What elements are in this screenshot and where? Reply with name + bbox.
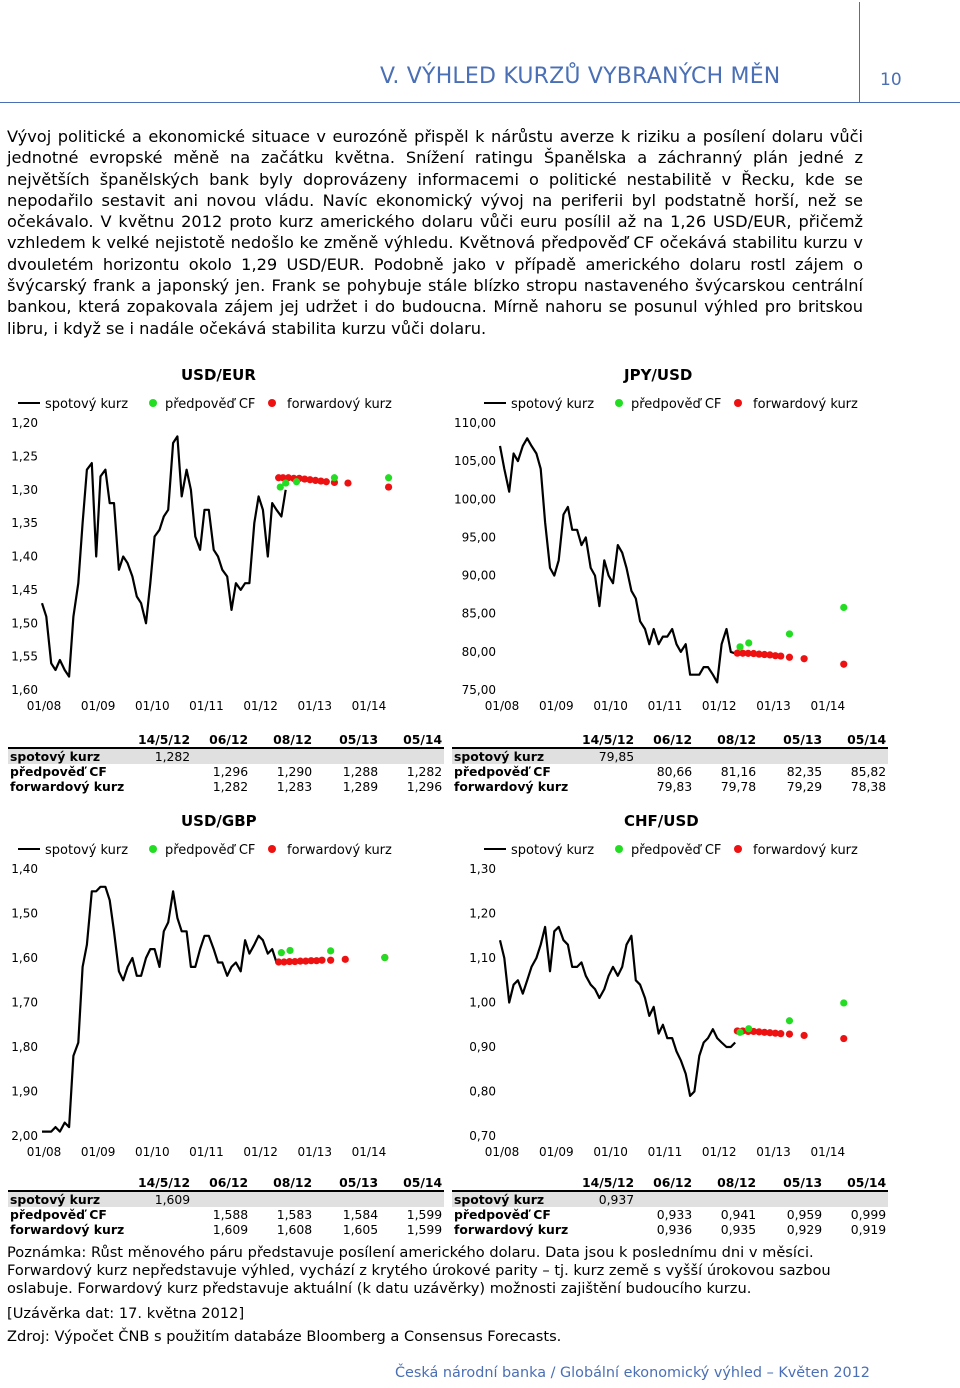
- table-row-label: forwardový kurz: [454, 779, 569, 794]
- table-cell: [694, 748, 758, 764]
- table-cell: [824, 748, 888, 764]
- legend-forecast-label: předpověď CF: [165, 843, 256, 858]
- table-cell: [126, 764, 192, 779]
- table-row: [8, 764, 444, 779]
- table-cell: [126, 779, 192, 794]
- table-header-cell: 05/14: [824, 732, 888, 748]
- table-row: [452, 1191, 888, 1207]
- note-paragraph: Poznámka: Růst měnového páru představuje posílení amerického dolaru. Data jsou k poslednímu dni v měsíci. Forwardový kurz nepředstavuje výhled, vychází z krytého úrokové parity – tj. kurz země s vyšší úrokovou sazbou oslabuje. Forwardový kurz představuje aktuální (k datu uzávěrky) možnosti zajištění budoucího kurzu.: [7, 1244, 831, 1297]
- table-cell: 1,609: [126, 1191, 192, 1207]
- table-cell: [758, 748, 824, 764]
- chart-legend: [484, 843, 858, 858]
- table-header-cell: [452, 732, 570, 748]
- table-cell: 1,296: [406, 779, 443, 794]
- chart-legend: [484, 397, 858, 412]
- table-cell: 1,584: [342, 1207, 379, 1222]
- table-row-label: předpověď CF: [454, 1207, 551, 1222]
- legend-forecast-label: předpověď CF: [165, 397, 256, 412]
- table-cell: [570, 764, 636, 779]
- spot-series-line: [42, 887, 277, 1132]
- table-cell: [570, 1222, 636, 1237]
- y-tick-label: 110,00: [454, 416, 496, 430]
- forward-point: [801, 1032, 808, 1039]
- legend-spot-label: spotový kurz: [45, 397, 129, 412]
- table-row-label: forwardový kurz: [454, 1222, 569, 1237]
- forward-point: [318, 957, 325, 964]
- y-tick-label: 0,80: [469, 1084, 496, 1099]
- x-tick-label: 01/08: [484, 699, 520, 713]
- legend-forward-marker: [734, 845, 742, 853]
- x-tick-label: 01/13: [756, 1145, 791, 1159]
- chart-svg: [444, 806, 888, 1166]
- x-tick-label: 01/13: [297, 1145, 333, 1159]
- x-tick-label: 01/14: [810, 1145, 846, 1159]
- table-cell: 1,609: [212, 1222, 249, 1237]
- table-header-cell: 05/13: [314, 1175, 380, 1191]
- legend-forward-marker: [734, 399, 742, 407]
- x-tick-label: 01/11: [647, 1145, 683, 1159]
- y-tick-label: 0,70: [469, 1129, 496, 1143]
- table-header-cell: 08/12: [250, 1175, 314, 1191]
- x-tick-label: 01/11: [189, 699, 224, 713]
- x-tick-label: 01/11: [189, 1145, 224, 1159]
- y-tick-label: 1,40: [11, 549, 38, 564]
- x-tick-label: 01/12: [701, 1145, 737, 1159]
- y-tick-label: 1,35: [11, 516, 38, 531]
- x-tick-label: 01/13: [756, 699, 791, 713]
- chart-values-table: [452, 1175, 888, 1237]
- y-tick-label: 1,25: [11, 449, 38, 464]
- y-tick-label: 1,90: [11, 1084, 38, 1099]
- y-tick-label: 80,00: [461, 644, 496, 659]
- forward-point: [777, 652, 784, 659]
- table-cell: 0,937: [570, 1191, 636, 1207]
- forecast-point: [327, 947, 334, 954]
- legend-forward-label: forwardový kurz: [287, 397, 392, 412]
- table-cell: [636, 748, 694, 764]
- table-header-cell: 05/14: [824, 1175, 888, 1191]
- forecast-point: [736, 1029, 743, 1036]
- x-tick-label: 01/12: [701, 699, 737, 713]
- legend-forecast-marker: [615, 399, 623, 407]
- table-cell: 1,608: [276, 1222, 313, 1237]
- table-row: [8, 779, 444, 794]
- forecast-point: [331, 474, 338, 481]
- table-row-label: spotový kurz: [452, 748, 570, 764]
- legend-spot-label: spotový kurz: [511, 397, 595, 412]
- forecast-point: [286, 947, 293, 954]
- legend-forecast-marker: [149, 845, 157, 853]
- chart-title: USD/EUR: [181, 366, 256, 384]
- x-tick-label: 01/10: [593, 699, 628, 713]
- chart-svg: [0, 806, 444, 1166]
- table-header-cell: 14/5/12: [570, 1175, 636, 1191]
- forward-point: [323, 478, 330, 485]
- table-header-cell: 06/12: [636, 732, 694, 748]
- x-tick-label: 01/13: [297, 699, 333, 713]
- chart-values-table: [452, 732, 888, 794]
- y-tick-label: 105,00: [454, 454, 496, 469]
- page-number: 10: [880, 70, 902, 90]
- table-cell: [380, 748, 444, 764]
- table-cell: 79,78: [720, 779, 757, 794]
- y-tick-label: 1,70: [11, 995, 38, 1010]
- forward-point: [385, 483, 392, 490]
- table-row: [452, 1222, 888, 1237]
- x-tick-label: 01/11: [647, 699, 683, 713]
- forecast-point: [385, 474, 392, 481]
- forecast-point: [293, 478, 300, 485]
- forward-point: [344, 479, 351, 486]
- table-cell: 1,599: [406, 1207, 443, 1222]
- table-header-cell: [8, 732, 126, 748]
- source-line: Zdroj: Výpočet ČNB s použitím databáze Bloomberg a Consensus Forecasts.: [7, 1328, 562, 1345]
- header-divider-horizontal: [0, 102, 960, 103]
- table-header-cell: 08/12: [250, 732, 314, 748]
- table-row: [452, 764, 888, 779]
- y-tick-label: 1,60: [11, 951, 38, 965]
- table-cell: 1,282: [406, 764, 443, 779]
- y-tick-label: 1,20: [469, 906, 496, 921]
- y-tick-label: 2,00: [11, 1129, 38, 1143]
- y-tick-label: 1,00: [469, 995, 496, 1010]
- header-divider-vertical: [859, 2, 860, 102]
- forward-point: [786, 654, 793, 661]
- table-header-cell: 05/14: [380, 732, 444, 748]
- table-cell: [126, 1222, 192, 1237]
- forward-point: [342, 956, 349, 963]
- table-cell: 79,83: [656, 779, 693, 794]
- y-tick-label: 1,20: [11, 416, 38, 430]
- table-cell: [758, 1191, 824, 1207]
- table-cell: [192, 1191, 250, 1207]
- x-tick-label: 01/14: [810, 699, 846, 713]
- forecast-point: [786, 630, 793, 637]
- legend-forward-marker: [268, 845, 276, 853]
- y-tick-label: 95,00: [461, 530, 496, 545]
- table-cell: 1,599: [406, 1222, 443, 1237]
- spot-series-line: [500, 927, 735, 1096]
- forecast-point: [840, 604, 847, 611]
- chart-values-table: [8, 732, 444, 794]
- table-cell: [570, 779, 636, 794]
- table-cell: 0,936: [656, 1222, 693, 1237]
- x-tick-label: 01/09: [80, 1145, 116, 1159]
- table-cell: 1,283: [276, 779, 313, 794]
- forecast-point: [282, 479, 289, 486]
- table-cell: 0,933: [656, 1207, 693, 1222]
- legend-forecast-label: předpověď CF: [631, 397, 722, 412]
- table-row: [8, 1207, 444, 1222]
- table-row-label: předpověď CF: [454, 764, 551, 779]
- table-header-cell: [8, 1175, 126, 1191]
- forecast-point: [736, 643, 743, 650]
- legend-forecast-marker: [615, 845, 623, 853]
- forward-point: [840, 1035, 847, 1042]
- table-row-label: předpověď CF: [10, 764, 107, 779]
- table-cell: 85,82: [850, 764, 887, 779]
- table-header-cell: 08/12: [694, 1175, 758, 1191]
- forward-point: [777, 1030, 784, 1037]
- legend-forward-label: forwardový kurz: [753, 843, 858, 858]
- table-row-label: forwardový kurz: [10, 779, 125, 794]
- x-tick-label: 01/10: [593, 1145, 628, 1159]
- table-cell: 80,66: [656, 764, 693, 779]
- table-cell: [126, 1207, 192, 1222]
- x-tick-label: 01/09: [539, 699, 574, 713]
- y-tick-label: 1,10: [469, 951, 496, 965]
- x-tick-label: 01/08: [484, 1145, 520, 1159]
- x-tick-label: 01/10: [135, 1145, 170, 1159]
- legend-forward-marker: [268, 399, 276, 407]
- table-header-cell: 05/13: [758, 1175, 824, 1191]
- forecast-point: [381, 954, 388, 961]
- y-tick-label: 1,50: [11, 906, 38, 921]
- chart-values-table: [8, 1175, 444, 1237]
- table-header-cell: 06/12: [192, 732, 250, 748]
- table-cell: 81,16: [720, 764, 757, 779]
- legend-spot-label: spotový kurz: [511, 843, 595, 858]
- table-cell: 1,296: [212, 764, 249, 779]
- x-tick-label: 01/12: [243, 699, 278, 713]
- legend-forward-label: forwardový kurz: [287, 843, 392, 858]
- table-cell: [192, 748, 250, 764]
- x-tick-label: 01/14: [351, 1145, 387, 1159]
- table-header-cell: 06/12: [636, 1175, 694, 1191]
- table-cell: [824, 1191, 888, 1207]
- y-tick-label: 1,30: [469, 862, 496, 876]
- table-row-label: spotový kurz: [8, 748, 126, 764]
- table-row: [8, 1222, 444, 1237]
- legend-spot-label: spotový kurz: [45, 843, 129, 858]
- table-cell: 79,29: [786, 779, 823, 794]
- table-cell: [694, 1191, 758, 1207]
- y-tick-label: 1,55: [11, 649, 38, 664]
- spot-series-line: [42, 436, 286, 676]
- table-row: [452, 1207, 888, 1222]
- table-cell: 1,282: [126, 748, 192, 764]
- y-tick-label: 100,00: [454, 492, 496, 507]
- table-cell: [314, 748, 380, 764]
- y-tick-label: 1,40: [11, 862, 38, 876]
- table-row-label: spotový kurz: [452, 1191, 570, 1207]
- table-header-cell: 05/14: [380, 1175, 444, 1191]
- table-cell: 82,35: [786, 764, 823, 779]
- y-tick-label: 90,00: [461, 568, 496, 583]
- forecast-point: [745, 639, 752, 646]
- forward-point: [801, 655, 808, 662]
- y-tick-label: 1,30: [11, 482, 38, 497]
- table-cell: [570, 1207, 636, 1222]
- table-cell: 1,583: [276, 1207, 313, 1222]
- table-header-cell: 08/12: [694, 732, 758, 748]
- table-cell: 1,605: [342, 1222, 379, 1237]
- forward-point: [786, 1030, 793, 1037]
- x-tick-label: 01/08: [26, 699, 62, 713]
- chart-title: USD/GBP: [181, 812, 257, 830]
- table-cell: 1,290: [276, 764, 313, 779]
- table-row: [8, 748, 444, 764]
- y-tick-label: 1,45: [11, 582, 38, 597]
- y-tick-label: 1,60: [11, 683, 38, 697]
- chart-svg: [444, 360, 888, 720]
- table-cell: 0,941: [720, 1207, 757, 1222]
- x-tick-label: 01/09: [80, 699, 116, 713]
- table-row: [452, 748, 888, 764]
- data-cutoff: [Uzávěrka dat: 17. května 2012]: [7, 1305, 245, 1322]
- section-title: V. VÝHLED KURZŮ VYBRANÝCH MĚN: [380, 64, 781, 89]
- table-header-cell: 05/13: [314, 732, 380, 748]
- table-cell: 1,282: [212, 779, 249, 794]
- table-cell: 0,935: [720, 1222, 757, 1237]
- intro-paragraph: Vývoj politické a ekonomické situace v eurozóně přispěl k nárůstu averze k riziku a posílení dolaru vůči jednotné evropské měně na začátku května. Snížení ratingu Španělska a záchranný plán jedné z největších španělských bank byly doprovázeny informacemi o politické nestabilitě v Řecku, kde se nepodařilo sestavit ani novou vládu. Navíc ekonomický vývoj na periferii byl podstatně horší, než se očekávalo. V květnu 2012 proto kurz amerického dolaru vůči euru posílil až na 1,26 USD/EUR, přičemž vzhledem k velké nejistotě nedošlo ke změně výhledu. Květnová předpověď CF očekává stabilitu kurzu v dvouletém horizontu okolo 1,29 USD/EUR. Podobně jako v případě amerického dolaru rostl zájem o švýcarský frank a japonský jen. Frank se pohybuje stále blízko stropu nastaveného švýcarskou centrální bankou, která zopakovala zájem jej udržet i do budoucna. Mírně nahoru se posunul výhled pro britskou libru, i když se i nadále očekává stabilita kurzu vůči dolaru.: [7, 127, 863, 338]
- spot-series-line: [500, 438, 735, 682]
- y-tick-label: 75,00: [461, 683, 496, 697]
- table-row-label: spotový kurz: [8, 1191, 126, 1207]
- chart-title: CHF/USD: [624, 812, 699, 830]
- table-cell: [250, 1191, 314, 1207]
- table-cell: [636, 1191, 694, 1207]
- table-cell: 1,288: [342, 764, 379, 779]
- table-cell: [380, 1191, 444, 1207]
- table-row: [8, 1191, 444, 1207]
- table-cell: 1,588: [212, 1207, 249, 1222]
- table-header-cell: 14/5/12: [126, 732, 192, 748]
- legend-forecast-label: předpověď CF: [631, 843, 722, 858]
- x-tick-label: 01/09: [539, 1145, 574, 1159]
- x-tick-label: 01/12: [243, 1145, 278, 1159]
- table-cell: 0,999: [850, 1207, 887, 1222]
- forward-point: [327, 957, 334, 964]
- table-row: [452, 779, 888, 794]
- y-tick-label: 85,00: [461, 606, 496, 621]
- table-cell: [250, 748, 314, 764]
- table-cell: 0,929: [786, 1222, 823, 1237]
- table-header-cell: 14/5/12: [570, 732, 636, 748]
- y-tick-label: 1,50: [11, 616, 38, 631]
- table-cell: 0,919: [850, 1222, 887, 1237]
- x-tick-label: 01/08: [26, 1145, 62, 1159]
- table-cell: [314, 1191, 380, 1207]
- table-cell: 1,289: [342, 779, 379, 794]
- forecast-point: [786, 1017, 793, 1024]
- footer-text: Česká národní banka / Globální ekonomický výhled – Květen 2012: [395, 1365, 870, 1381]
- table-cell: 79,85: [570, 748, 636, 764]
- table-header-cell: 05/13: [758, 732, 824, 748]
- legend-forecast-marker: [149, 399, 157, 407]
- chart-legend: [18, 397, 392, 412]
- forecast-point: [745, 1025, 752, 1032]
- chart-svg: [0, 360, 444, 720]
- table-row-label: forwardový kurz: [10, 1222, 125, 1237]
- x-tick-label: 01/10: [135, 699, 170, 713]
- forward-point: [840, 661, 847, 668]
- table-header-cell: [452, 1175, 570, 1191]
- chart-legend: [18, 843, 392, 858]
- table-cell: 0,959: [786, 1207, 823, 1222]
- legend-forward-label: forwardový kurz: [753, 397, 858, 412]
- table-header-cell: 06/12: [192, 1175, 250, 1191]
- forecast-point: [840, 999, 847, 1006]
- table-header-cell: 14/5/12: [126, 1175, 192, 1191]
- table-cell: 78,38: [850, 779, 887, 794]
- forecast-point: [278, 949, 285, 956]
- y-tick-label: 0,90: [469, 1040, 496, 1054]
- table-row-label: předpověď CF: [10, 1207, 107, 1222]
- y-tick-label: 1,80: [11, 1040, 38, 1054]
- x-tick-label: 01/14: [351, 699, 387, 713]
- chart-title: JPY/USD: [624, 366, 693, 384]
